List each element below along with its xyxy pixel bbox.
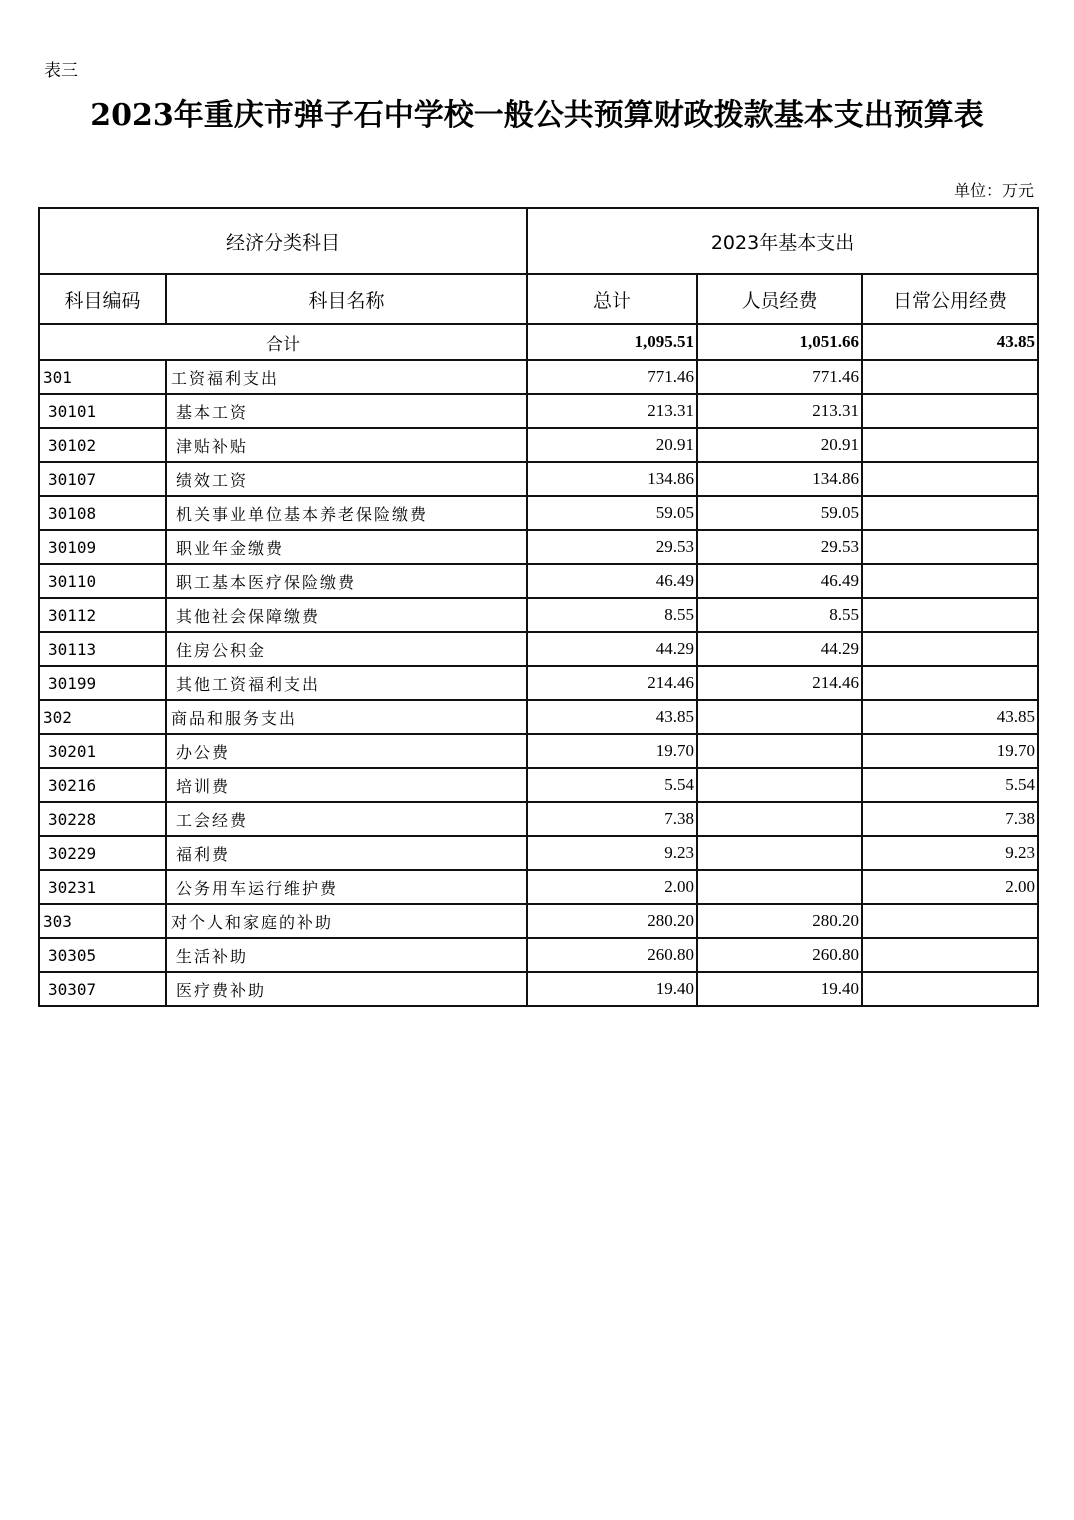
table-row (39, 598, 1038, 632)
table-row (39, 870, 1038, 904)
row-personnel (697, 802, 862, 836)
row-name: 生活补助 (166, 938, 527, 972)
row-total: 8.55 (527, 598, 697, 632)
table-row (39, 666, 1038, 700)
table-row (39, 632, 1038, 666)
table-row (39, 428, 1038, 462)
column-header-public: 日常公用经费 (862, 274, 1038, 324)
row-public: 7.38 (862, 802, 1038, 836)
unit-label: 单位：万元 (953, 181, 1034, 200)
table-row (39, 360, 1038, 394)
row-personnel (697, 836, 862, 870)
table-row (39, 394, 1038, 428)
table-row (39, 904, 1038, 938)
row-name: 职业年金缴费 (166, 530, 527, 564)
row-name: 商品和服务支出 (166, 700, 527, 734)
row-personnel: 29.53 (697, 530, 862, 564)
row-total: 46.49 (527, 564, 697, 598)
row-public (862, 632, 1038, 666)
row-personnel: 214.46 (697, 666, 862, 700)
row-name: 职工基本医疗保险缴费 (166, 564, 527, 598)
row-total: 19.40 (527, 972, 697, 1006)
document-label: 表三 (44, 61, 78, 81)
column-header-code: 科目编码 (39, 274, 166, 324)
group-header-basic-expenditure: 2023年基本支出 (527, 208, 1038, 274)
row-total: 7.38 (527, 802, 697, 836)
row-code: 30199 (39, 666, 166, 700)
row-personnel: 134.86 (697, 462, 862, 496)
row-public (862, 360, 1038, 394)
row-name: 基本工资 (166, 394, 527, 428)
total-label: 合计 (39, 324, 527, 360)
row-code: 30101 (39, 394, 166, 428)
row-name: 培训费 (166, 768, 527, 802)
row-code: 30307 (39, 972, 166, 1006)
row-name: 工资福利支出 (166, 360, 527, 394)
row-name: 办公费 (166, 734, 527, 768)
row-name: 绩效工资 (166, 462, 527, 496)
row-total: 5.54 (527, 768, 697, 802)
budget-table (38, 207, 1039, 1007)
row-personnel (697, 734, 862, 768)
row-public (862, 904, 1038, 938)
row-code: 302 (39, 700, 166, 734)
row-public (862, 598, 1038, 632)
row-total: 20.91 (527, 428, 697, 462)
row-code: 30113 (39, 632, 166, 666)
group-header-economic-classification: 经济分类科目 (39, 208, 527, 274)
row-name: 住房公积金 (166, 632, 527, 666)
row-code: 301 (39, 360, 166, 394)
row-personnel: 213.31 (697, 394, 862, 428)
row-total: 19.70 (527, 734, 697, 768)
row-public: 2.00 (862, 870, 1038, 904)
row-name: 津贴补贴 (166, 428, 527, 462)
row-total: 2.00 (527, 870, 697, 904)
row-code: 30228 (39, 802, 166, 836)
row-total: 9.23 (527, 836, 697, 870)
column-header-row (39, 274, 1038, 324)
row-total: 59.05 (527, 496, 697, 530)
table-row (39, 802, 1038, 836)
document-title: 2023年重庆市弹子石中学校一般公共预算财政拨款基本支出预算表 (90, 98, 984, 133)
row-personnel: 59.05 (697, 496, 862, 530)
total-amount: 1,095.51 (527, 324, 697, 360)
row-name: 其他社会保障缴费 (166, 598, 527, 632)
row-code: 303 (39, 904, 166, 938)
row-personnel: 20.91 (697, 428, 862, 462)
row-code: 30110 (39, 564, 166, 598)
row-name: 对个人和家庭的补助 (166, 904, 527, 938)
row-public (862, 394, 1038, 428)
total-public: 43.85 (862, 324, 1038, 360)
row-public: 5.54 (862, 768, 1038, 802)
row-personnel: 771.46 (697, 360, 862, 394)
row-public (862, 428, 1038, 462)
row-public: 43.85 (862, 700, 1038, 734)
column-header-total: 总计 (527, 274, 697, 324)
row-code: 30109 (39, 530, 166, 564)
table-row (39, 768, 1038, 802)
row-personnel: 280.20 (697, 904, 862, 938)
row-name: 机关事业单位基本养老保险缴费 (166, 496, 527, 530)
row-code: 30102 (39, 428, 166, 462)
row-code: 30231 (39, 870, 166, 904)
row-code: 30112 (39, 598, 166, 632)
row-code: 30108 (39, 496, 166, 530)
row-personnel (697, 700, 862, 734)
row-code: 30216 (39, 768, 166, 802)
row-code: 30201 (39, 734, 166, 768)
row-name: 公务用车运行维护费 (166, 870, 527, 904)
row-public (862, 530, 1038, 564)
row-public (862, 496, 1038, 530)
row-personnel: 260.80 (697, 938, 862, 972)
table-row (39, 836, 1038, 870)
row-public (862, 564, 1038, 598)
row-total: 213.31 (527, 394, 697, 428)
row-personnel: 46.49 (697, 564, 862, 598)
row-total: 260.80 (527, 938, 697, 972)
row-name: 福利费 (166, 836, 527, 870)
table-row (39, 530, 1038, 564)
row-total: 214.46 (527, 666, 697, 700)
total-personnel: 1,051.66 (697, 324, 862, 360)
row-public (862, 666, 1038, 700)
row-total: 134.86 (527, 462, 697, 496)
table-row (39, 462, 1038, 496)
row-public (862, 972, 1038, 1006)
row-name: 工会经费 (166, 802, 527, 836)
table-body (39, 324, 1038, 1006)
row-public (862, 938, 1038, 972)
row-code: 30305 (39, 938, 166, 972)
table-row (39, 734, 1038, 768)
row-total: 29.53 (527, 530, 697, 564)
row-code: 30229 (39, 836, 166, 870)
row-public: 9.23 (862, 836, 1038, 870)
row-personnel: 19.40 (697, 972, 862, 1006)
row-total: 43.85 (527, 700, 697, 734)
row-name: 其他工资福利支出 (166, 666, 527, 700)
table-row (39, 938, 1038, 972)
table-row (39, 700, 1038, 734)
table-row (39, 496, 1038, 530)
row-public (862, 462, 1038, 496)
table-row (39, 564, 1038, 598)
row-personnel: 8.55 (697, 598, 862, 632)
row-personnel (697, 768, 862, 802)
row-name: 医疗费补助 (166, 972, 527, 1006)
column-header-name: 科目名称 (166, 274, 527, 324)
row-personnel: 44.29 (697, 632, 862, 666)
table-row (39, 972, 1038, 1006)
row-total: 44.29 (527, 632, 697, 666)
group-header-row (39, 208, 1038, 274)
row-total: 771.46 (527, 360, 697, 394)
total-row (39, 324, 1038, 360)
row-code: 30107 (39, 462, 166, 496)
row-public: 19.70 (862, 734, 1038, 768)
row-total: 280.20 (527, 904, 697, 938)
column-header-personnel: 人员经费 (697, 274, 862, 324)
row-personnel (697, 870, 862, 904)
